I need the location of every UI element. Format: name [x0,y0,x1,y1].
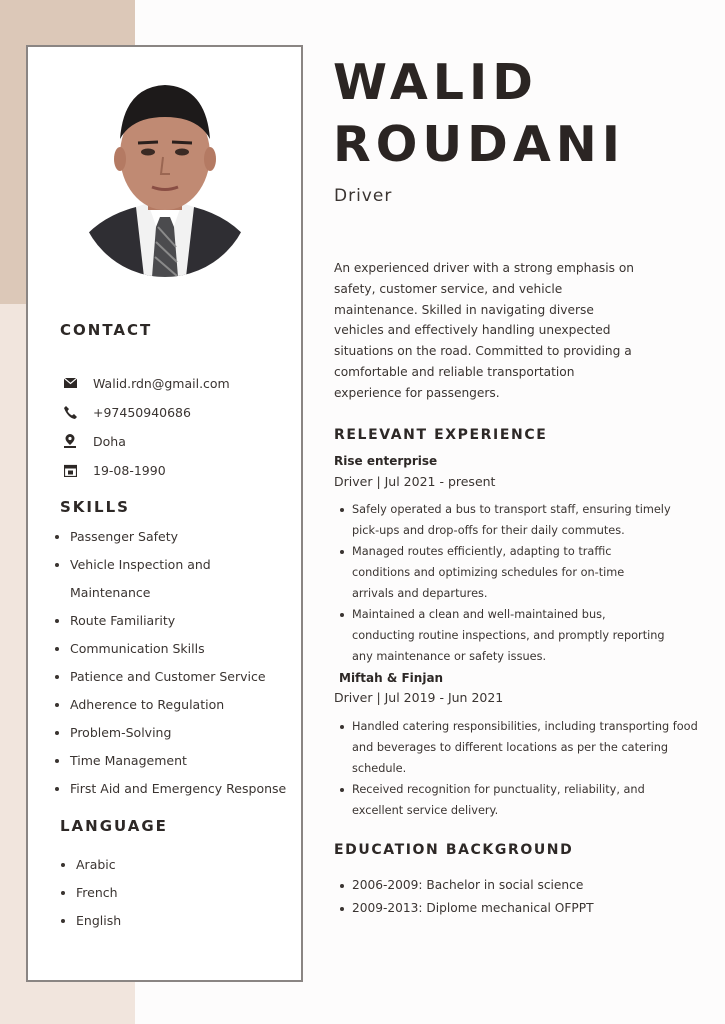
education-heading: EDUCATION BACKGROUND [334,842,574,858]
birthdate-text: 19-08-1990 [93,462,166,478]
skills-heading: SKILLS [60,498,130,516]
last-name: ROUDANI [333,116,626,173]
skill-item: Route Familiarity [52,607,286,635]
skill-item: Communication Skills [52,635,286,663]
contact-phone[interactable] [62,402,191,422]
job-bullet: Managed routes efficiently, adapting to traffic conditions and optimizing schedules for on-time arrivals and departures. [334,541,706,604]
job-company: Rise enterprise [334,454,438,468]
skill-item: First Aid and Emergency Response [52,775,286,803]
job-bullet: Maintained a clean and well-maintained bus, conducting routine inspections, and promptly reporting any maintenance or safety issues. [334,604,706,667]
job-bullets [334,716,706,821]
job-bullets [334,499,706,667]
skill-item: Patience and Customer Service [52,663,286,691]
skill-item: Passenger Safety [52,523,286,551]
job-role: Driver [334,186,393,206]
phone-text: +97450940686 [93,404,191,420]
email-text: Walid.rdn@gmail.com [93,375,230,391]
education-item: 2009-2013: Diplome mechanical OFPPT [334,897,706,920]
education-list [334,874,706,920]
location-text: Doha [93,433,126,449]
skill-item: Vehicle Inspection and Maintenance [52,551,286,607]
profile-summary: An experienced driver with a strong emphasis on safety, customer service, and vehicle maintenance. Skilled in navigating diverse vehicles and effectively handling unexpected situations on the road. Committed to providing a comfortable and reliable transportation experience for passengers. [334,261,634,400]
job-bullet: Handled catering responsibilities, including transporting food and beverages to different locations as per the catering schedule. [334,716,706,779]
skill-item: Time Management [52,747,286,775]
phone-icon [62,404,78,420]
location-pin-icon [62,433,78,449]
calendar-icon [62,462,78,478]
first-name: WALID [333,54,538,111]
profile-photo [78,77,252,277]
job-company: Miftah & Finjan [339,671,444,685]
job-title: Driver | Jul 2021 - present [334,474,496,489]
job-bullet: Received recognition for punctuality, reliability, and excellent service delivery. [334,779,706,821]
experience-heading: RELEVANT EXPERIENCE [334,427,548,443]
contact-email[interactable] [62,373,230,393]
skill-item: Adherence to Regulation [52,691,286,719]
education-item: 2006-2009: Bachelor in social science [334,874,706,897]
contact-birthdate [62,460,166,480]
language-item: English [58,907,121,935]
job-title: Driver | Jul 2019 - Jun 2021 [334,690,504,705]
skill-item: Problem-Solving [52,719,286,747]
language-item: French [58,879,121,907]
envelope-icon [62,375,78,391]
contact-location [62,431,126,451]
contact-heading: CONTACT [60,321,153,339]
language-item: Arabic [58,851,121,879]
candidate-name [333,52,625,176]
skills-list [52,523,286,803]
sidebar-card [26,45,303,982]
job-bullet: Safely operated a bus to transport staff, ensuring timely pick-ups and drop-offs for their daily commutes. [334,499,706,541]
language-list [58,851,121,935]
language-heading: LANGUAGE [60,817,168,835]
